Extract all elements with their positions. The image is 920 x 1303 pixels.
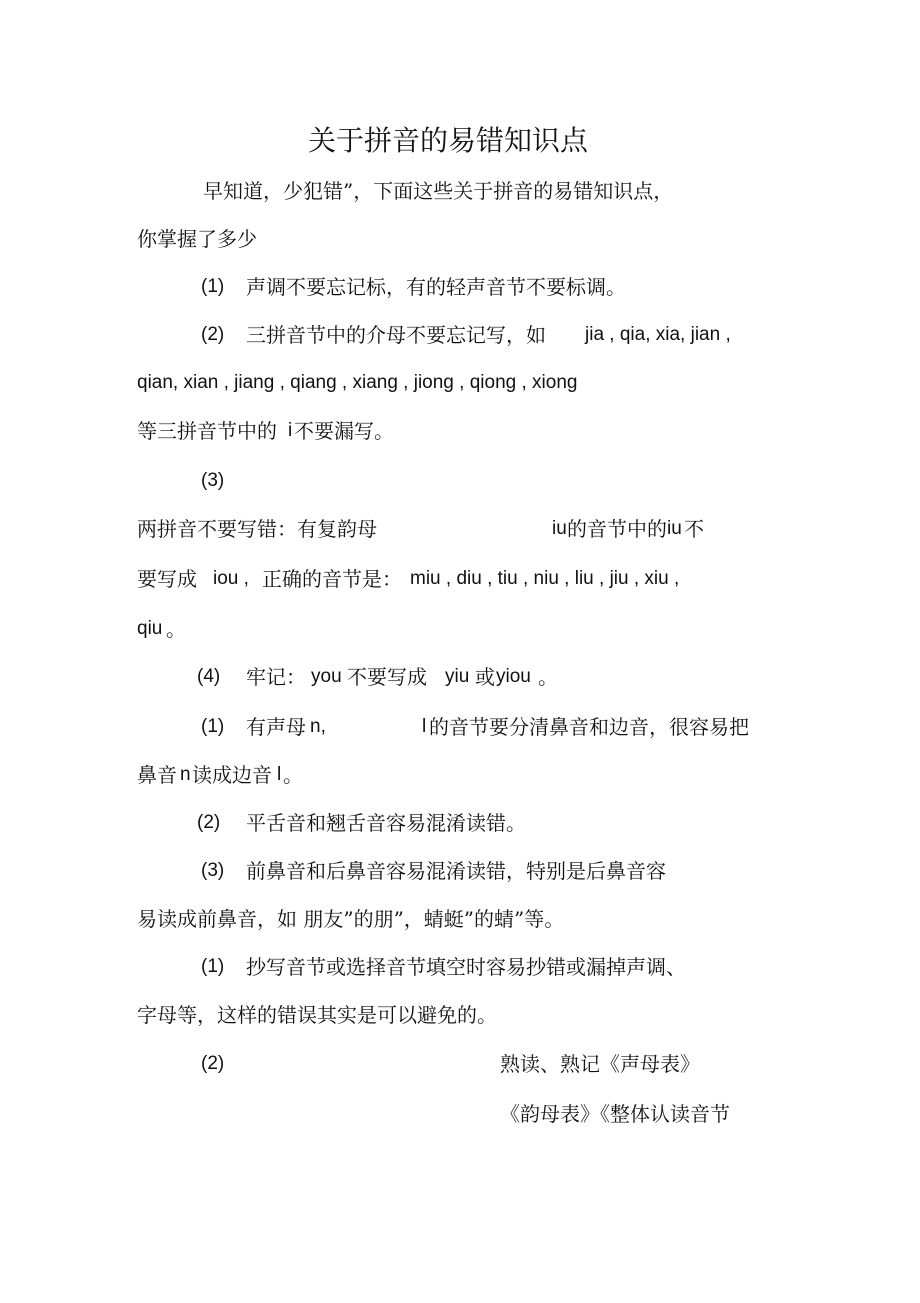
pinyin-text: iou , — [213, 568, 249, 589]
pinyin-text: n, — [310, 716, 326, 737]
paragraph-line: 两拼音不要写错：有复韵母 — [137, 517, 377, 541]
pinyin-text: you — [311, 666, 342, 687]
paragraph-line: 等三拼音节中的 — [137, 419, 277, 443]
paragraph-line: 前鼻音和后鼻音容易混淆读错，特别是后鼻音容 — [246, 859, 666, 883]
item-number: (1) — [201, 276, 225, 297]
paragraph-line: 声调不要忘记标，有的轻声音节不要标调。 — [246, 275, 626, 299]
pinyin-text: yiu — [445, 666, 470, 687]
item-number: (4) — [197, 666, 221, 687]
paragraph-line: 熟读、熟记《声母表》 — [500, 1052, 700, 1076]
paragraph-line: 鼻音 — [137, 763, 177, 787]
pinyin-text: qiu — [137, 618, 163, 639]
document-title: 关于拼音的易错知识点 — [308, 124, 589, 157]
paragraph-line: 不 — [684, 517, 704, 541]
intro-line-2: 你掌握了多少 — [137, 227, 257, 251]
paragraph-line: 有声母 — [246, 715, 306, 739]
paragraph-line: 抄写音节或选择音节填空时容易抄错或漏掉声调、 — [246, 955, 686, 979]
pinyin-text: l — [277, 764, 282, 785]
paragraph-line: 《韵母表》《整体认读音节 — [500, 1102, 730, 1126]
item-number: (2) — [201, 324, 225, 345]
paragraph-line: 。 — [166, 617, 186, 641]
paragraph-line: 平舌音和翘舌音容易混淆读错。 — [246, 811, 526, 835]
paragraph-line: 的音节中的 — [567, 517, 667, 541]
paragraph-line: 三拼音节中的介母不要忘记写，如 — [246, 323, 546, 347]
pinyin-text: miu , diu , tiu , niu , liu , jiu , xiu , — [410, 568, 680, 589]
paragraph-line: 正确的音节是： — [262, 567, 402, 591]
pinyin-line: qian, xian , jiang , qiang , xiang , jiong , qiong , xiong — [137, 372, 578, 393]
paragraph-line: 牢记： — [246, 665, 306, 689]
paragraph-line: 易读成前鼻音，如 朋友”的朋”，蜻蜓”的蜻”等。 — [137, 907, 565, 931]
item-number: (1) — [201, 716, 225, 737]
item-number: (3) — [201, 860, 225, 881]
paragraph-line: 。 — [283, 763, 303, 787]
pinyin-text: i — [288, 420, 293, 441]
paragraph-line: 字母等，这样的错误其实是可以避免的。 — [137, 1003, 497, 1027]
paragraph-line: 或 — [475, 665, 495, 689]
pinyin-text: jia , qia, xia, jian , — [585, 324, 731, 345]
item-number: (2) — [201, 1053, 225, 1074]
pinyin-text: iu — [667, 518, 682, 539]
item-number: (2) — [197, 812, 221, 833]
paragraph-line: 。 — [538, 665, 558, 689]
item-number: (1) — [201, 956, 225, 977]
pinyin-text: iu — [552, 518, 567, 539]
paragraph-line: 不要写成 — [347, 665, 427, 689]
intro-line-1: 早知道，少犯错”，下面这些关于拼音的易错知识点， — [203, 179, 674, 203]
paragraph-line: 的音节要分清鼻音和边音，很容易把 — [429, 715, 749, 739]
pinyin-text: yiou — [496, 666, 531, 687]
pinyin-text: l — [422, 716, 427, 737]
paragraph-line: 读成边音 — [192, 763, 272, 787]
paragraph-line: 不要漏写。 — [294, 419, 394, 443]
paragraph-line: 要写成 — [137, 567, 197, 591]
item-number: (3) — [201, 470, 225, 491]
pinyin-text: n — [180, 764, 191, 785]
